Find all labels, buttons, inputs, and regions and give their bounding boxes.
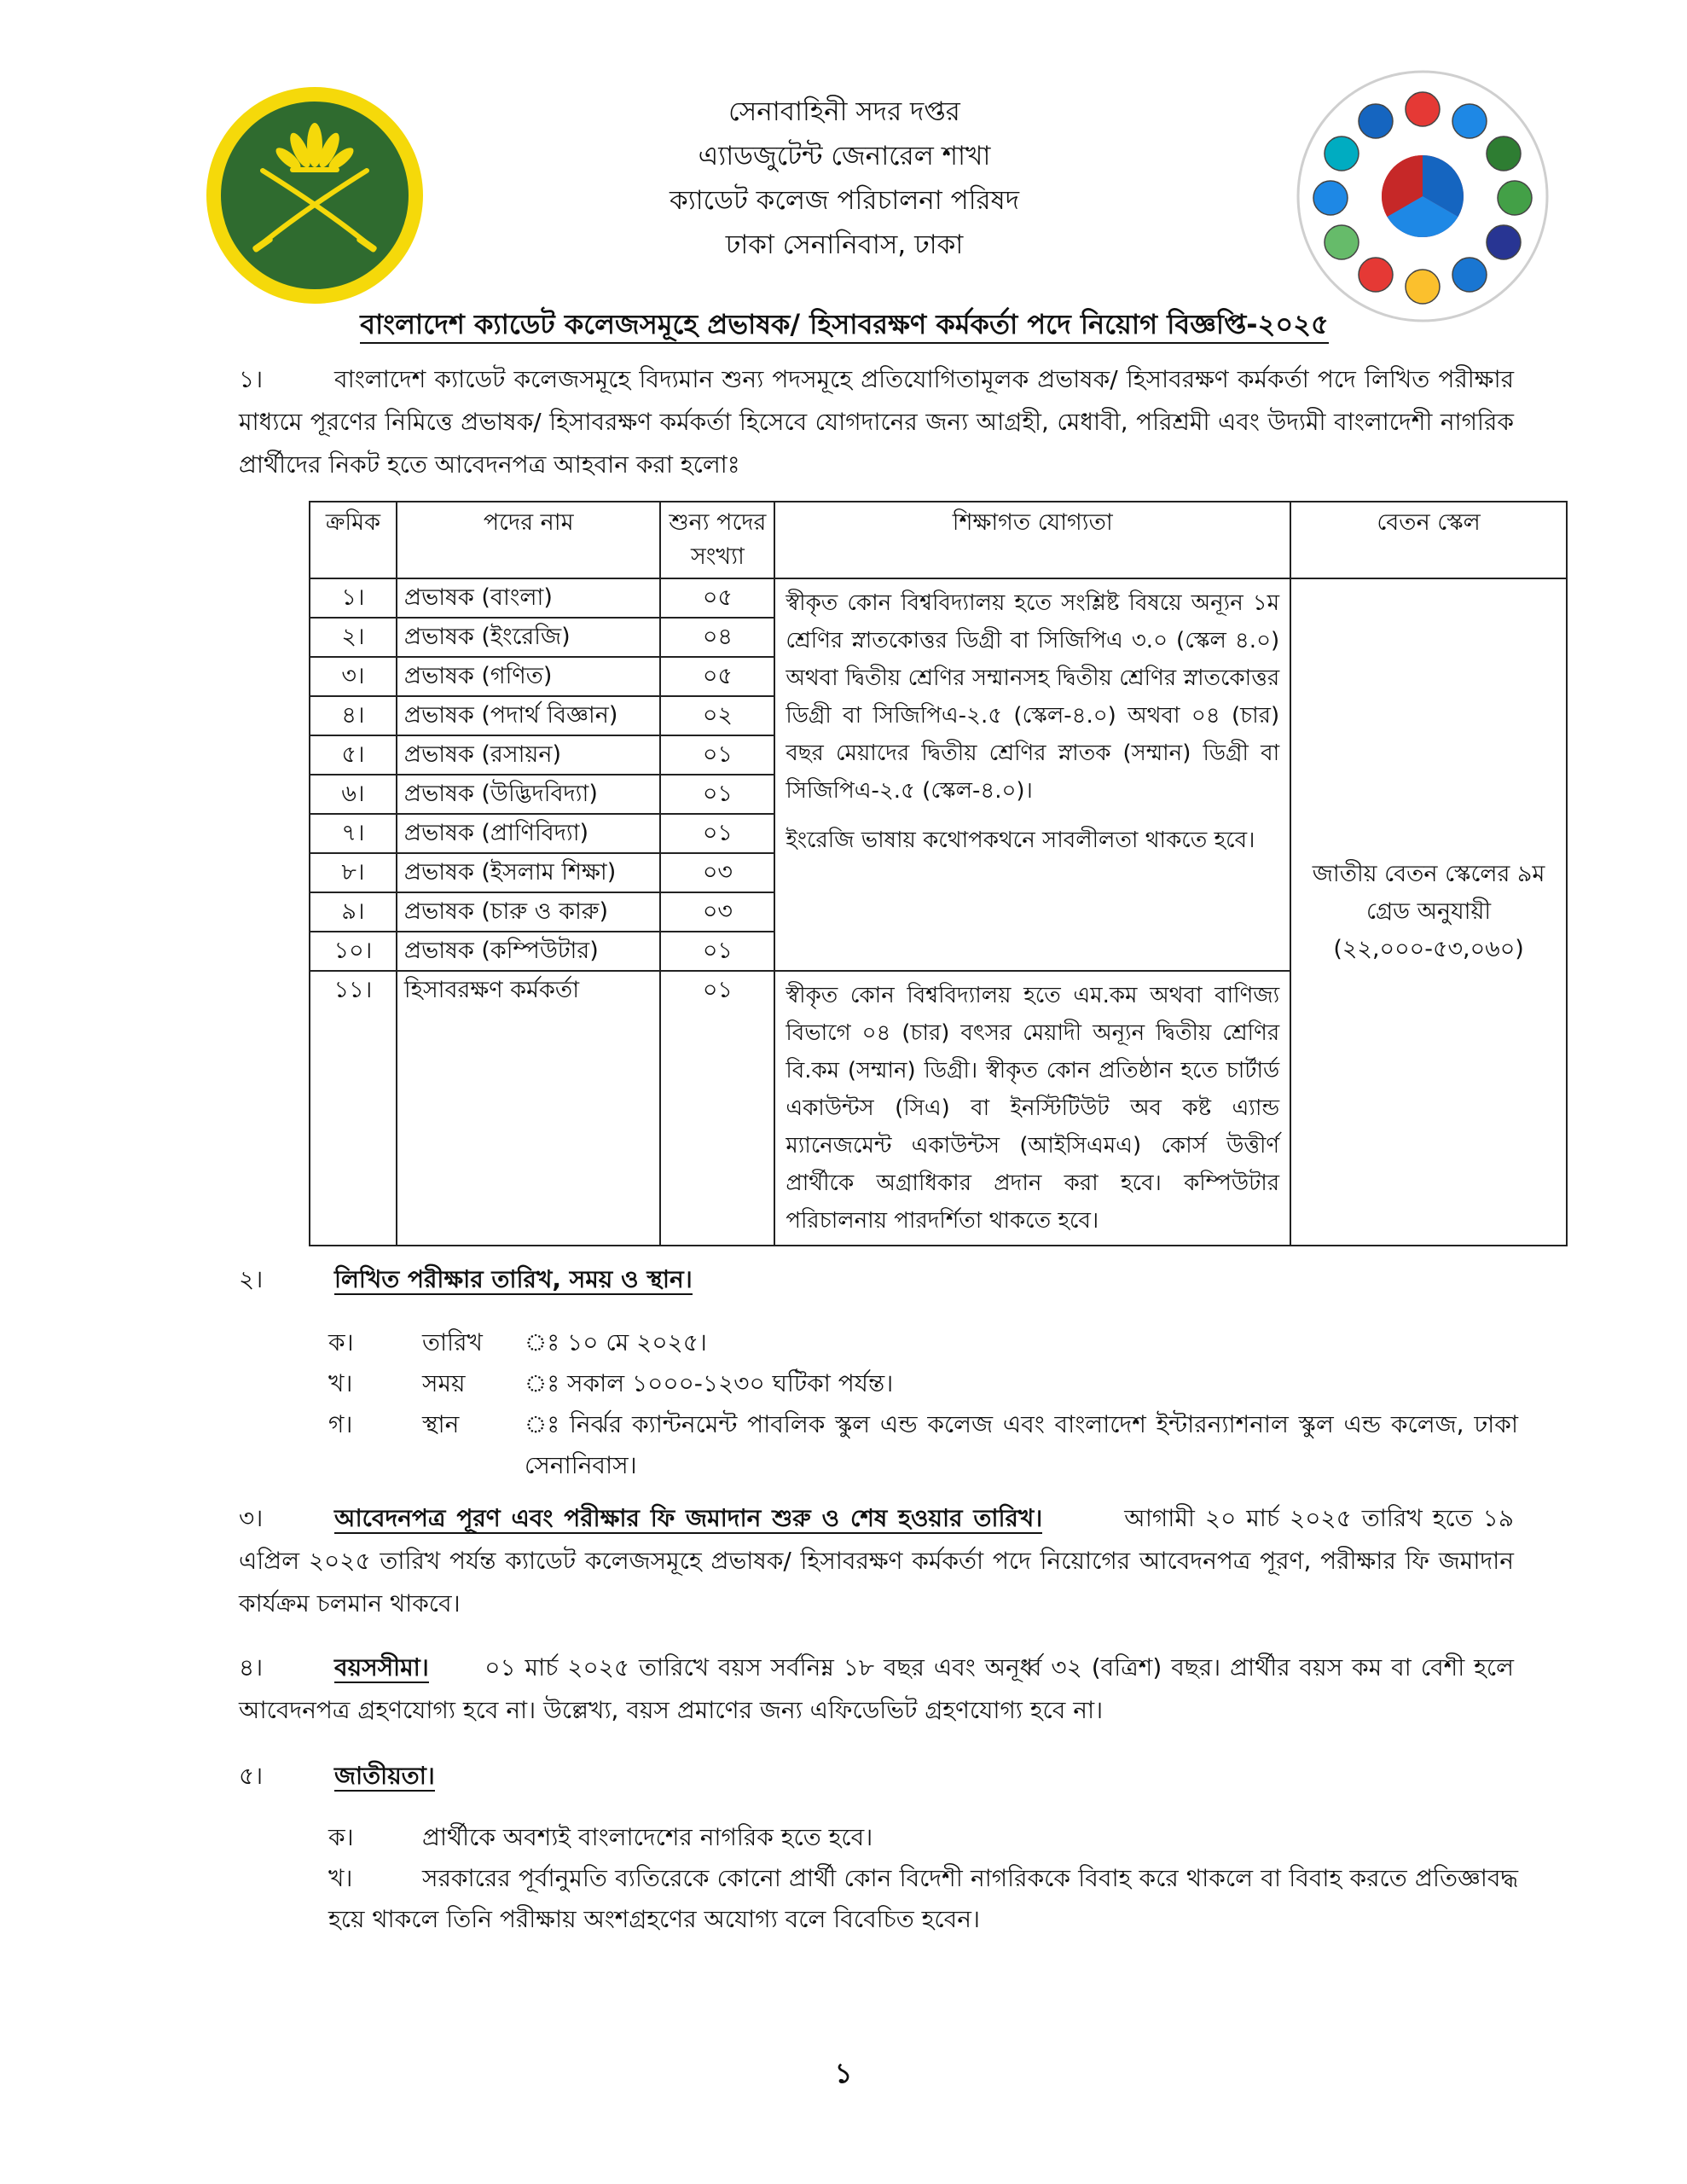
section-4-text: ০১ মার্চ ২০২৫ তারিখে বয়স সর্বনিম্ন ১৮ বছর এবং অনূর্ধ্ব ৩২ (বত্রিশ) বছর। প্রার্থীর বয়স কম বা বেশী হলে আবেদনপত্র গ্রহণযোগ্য হবে না। উল্লেখ্য, বয়স প্রমাণের জন্য এফিডেভিট গ্রহণযোগ্য হবে না। xyxy=(239,1653,1514,1724)
list-item: খ। সময় ঃ সকাল ১০০০-১২৩০ ঘটিকা পর্যন্ত। xyxy=(328,1369,894,1397)
row-count: ০৪ xyxy=(660,618,774,657)
row-post: প্রভাষক (উদ্ভিদবিদ্যা) xyxy=(397,775,661,814)
list-item: ক। তারিখ ঃ ১০ মে ২০২৫। xyxy=(328,1328,707,1356)
recruitment-table xyxy=(309,501,1568,1246)
row-post: প্রভাষক (প্রাণিবিদ্যা) xyxy=(397,814,661,853)
section-3 xyxy=(239,1497,1514,1625)
row-post: প্রভাষক (পদার্থ বিজ্ঞান) xyxy=(397,696,661,735)
row-serial: ২। xyxy=(310,618,397,657)
row-serial: ৮। xyxy=(310,853,397,892)
row-serial: ৫। xyxy=(310,735,397,775)
section-3-number: ৩। xyxy=(239,1504,264,1532)
exam-details-list xyxy=(328,1322,1518,1486)
row-serial: ১। xyxy=(310,578,397,618)
row-count: ০১ xyxy=(660,814,774,853)
accounts-qualification xyxy=(774,971,1290,1246)
lecturer-english-requirement: ইংরেজি ভাষায় কথোপকথনে সাবলীলতা থাকতে হবে। xyxy=(786,828,1255,853)
header-line-2: এ্যাডজুটেন্ট জেনারেল শাখা xyxy=(698,141,991,171)
row-post: প্রভাষক (ইংরেজি) xyxy=(397,618,661,657)
bangladesh-army-logo xyxy=(205,85,425,305)
row-count: ০১ xyxy=(660,775,774,814)
row-count: ০১ xyxy=(660,735,774,775)
table-header-row xyxy=(310,502,1567,578)
list-item: খ। সরকারের পূর্বানুমতি ব্যতিরেকে কোনো প্রার্থী কোন বিদেশী নাগরিককে বিবাহ করে থাকলে বা বিবাহ করতে প্রতিজ্ঞাবদ্ধ হয়ে থাকলে তিনি পরীক্ষায় অংশগ্রহণের অযোগ্য বলে বিবেচিত হবেন। xyxy=(328,1864,1518,1933)
row-post: প্রভাষক (গণিত) xyxy=(397,657,661,696)
row-count: ০৩ xyxy=(660,853,774,892)
col-header-post: পদের নাম xyxy=(397,502,661,578)
row-serial: ৩। xyxy=(310,657,397,696)
lecturer-qualification xyxy=(774,578,1290,971)
col-header-serial: ক্রমিক xyxy=(310,502,397,578)
col-header-salary: বেতন স্কেল xyxy=(1290,502,1567,578)
row-serial: ৭। xyxy=(310,814,397,853)
salary-line-3: (২২,০০০-৫৩,০৬০) xyxy=(1333,936,1524,962)
row-serial: ৬। xyxy=(310,775,397,814)
list-item: গ। স্থান ঃ নির্ঝর ক্যান্টনমেন্ট পাবলিক স্কুল এন্ড কলেজ এবং বাংলাদেশ ইন্টারন্যাশনাল স্কুল এন্ড কলেজ, ঢাকা সেনানিবাস। xyxy=(328,1410,1518,1479)
row-serial: ১০। xyxy=(310,932,397,971)
notice-title: বাংলাদেশ ক্যাডেট কলেজসমূহে প্রভাষক/ হিসাবরক্ষণ কর্মকর্তা পদে নিয়োগ বিজ্ঞপ্তি-২০২৫ xyxy=(307,303,1382,349)
row-post: প্রভাষক (ইসলাম শিক্ষা) xyxy=(397,853,661,892)
section-1-text: বাংলাদেশ ক্যাডেট কলেজসমূহে বিদ্যমান শুন্য পদসমূহে প্রতিযোগিতামূলক প্রভাষক/ হিসাবরক্ষণ কর্মকর্তা পদে লিখিত পরীক্ষার মাধ্যমে পূরণের নিমিত্তে প্রভাষক/ হিসাবরক্ষণ কর্মকর্তা হিসেবে যোগদানের জন্য আগ্রহী, মেধাবী, পরিশ্রমী এবং উদ্যমী বাংলাদেশী নাগরিক প্রার্থীদের নিকট হতে আবেদনপত্র আহবান করা হলোঃ xyxy=(239,365,1514,479)
row-post: প্রভাষক (রসায়ন) xyxy=(397,735,661,775)
salary-scale xyxy=(1290,578,1567,1246)
row-serial: ৪। xyxy=(310,696,397,735)
row-post: হিসাবরক্ষণ কর্মকর্তা xyxy=(397,971,661,1246)
section-4-number: ৪। xyxy=(239,1653,264,1682)
header-line-3: ক্যাডেট কলেজ পরিচালনা পরিষদ xyxy=(670,185,1019,216)
row-serial: ১১। xyxy=(310,971,397,1246)
row-count: ০২ xyxy=(660,696,774,735)
header-line-4: ঢাকা সেনানিবাস, ঢাকা xyxy=(725,229,964,260)
page-number: ১ xyxy=(834,2057,853,2089)
lecturer-qualification-text: স্বীকৃত কোন বিশ্ববিদ্যালয় হতে সংশ্লিষ্ট বিষয়ে অন্যূন ১ম শ্রেণির স্নাতকোত্তর ডিগ্রী বা সিজিপিএ ৩.০ (স্কেল ৪.০) অথবা দ্বিতীয় শ্রেণির সম্মানসহ দ্বিতীয় শ্রেণির স্নাতকোত্তর ডিগ্রী বা সিজিপিএ-২.৫ (স্কেল-৪.০) অথবা ০৪ (চার) বছর মেয়াদের দ্বিতীয় শ্রেণির স্নাতক (সম্মান) ডিগ্রী বা সিজিপিএ-২.৫ (স্কেল-৪.০)। xyxy=(786,590,1280,804)
row-count: ০১ xyxy=(660,971,774,1246)
row-serial: ৯। xyxy=(310,892,397,932)
accounts-qualification-text: স্বীকৃত কোন বিশ্ববিদ্যালয় হতে এম.কম অথবা বাণিজ্য বিভাগে ০৪ (চার) বৎসর মেয়াদী অন্যূন দ্বিতীয় শ্রেণির বি.কম (সম্মান) ডিগ্রী। স্বীকৃত কোন প্রতিষ্ঠান হতে চার্টার্ড একাউন্টস (সিএ) বা ইনস্টিটিউট অব কষ্ট এ্যান্ড ম্যানেজমেন্ট একাউন্টস (আইসিএমএ) কোর্স উত্তীর্ণ প্রার্থীকে অগ্রাধিকার প্রদান করা হবে। কম্পিউটার পরিচালনায় পারদর্শিতা থাকতে হবে। xyxy=(786,983,1280,1234)
row-count: ০৫ xyxy=(660,578,774,618)
row-count: ০৫ xyxy=(660,657,774,696)
section-1 xyxy=(239,358,1514,486)
row-post: প্রভাষক (কম্পিউটার) xyxy=(397,932,661,971)
section-4-heading: বয়সসীমা। xyxy=(334,1653,429,1682)
salary-line-2: গ্রেড অনুযায়ী xyxy=(1365,898,1492,925)
row-post: প্রভাষক (বাংলা) xyxy=(397,578,661,618)
row-count: ০৩ xyxy=(660,892,774,932)
nationality-list xyxy=(328,1817,1518,1940)
section-5-number: ৫। xyxy=(239,1762,264,1790)
section-2-number: ২। xyxy=(239,1265,264,1293)
section-5-heading: জাতীয়তা। xyxy=(334,1762,435,1790)
section-3-text: আগামী ২০ মার্চ ২০২৫ তারিখ হতে ১৯ এপ্রিল ২০২৫ তারিখ পর্যন্ত ক্যাডেট কলেজসমূহে প্রভাষক/ হিসাবরক্ষণ কর্মকর্তা পদে নিয়োগের আবেদনপত্র পূরণ, পরীক্ষার ফি জমাদান কার্যক্রম চলমান থাকবে। xyxy=(239,1504,1514,1618)
row-post: প্রভাষক (চারু ও কারু) xyxy=(397,892,661,932)
section-3-heading: আবেদনপত্র পূরণ এবং পরীক্ষার ফি জমাদান শুরু ও শেষ হওয়ার তারিখ। xyxy=(334,1504,1043,1532)
row-count: ০১ xyxy=(660,932,774,971)
list-item: ক। প্রার্থীকে অবশ্যই বাংলাদেশের নাগরিক হতে হবে। xyxy=(328,1823,873,1851)
salary-line-1: জাতীয় বেতন স্কেলের ৯ম xyxy=(1312,861,1545,887)
section-4 xyxy=(239,1647,1514,1732)
col-header-vacancy: শুন্য পদের সংখ্যা xyxy=(660,502,774,578)
office-header xyxy=(546,90,1143,267)
col-header-qualification: শিক্ষাগত যোগ্যতা xyxy=(774,502,1290,578)
section-2 xyxy=(239,1258,1514,1301)
section-1-number: ১। xyxy=(239,365,264,393)
header-line-1: সেনাবাহিনী সদর দপ্তর xyxy=(728,96,960,127)
cadet-colleges-logo xyxy=(1295,68,1551,324)
section-5 xyxy=(239,1755,1514,1798)
section-2-heading: লিখিত পরীক্ষার তারিখ, সময় ও স্থান। xyxy=(334,1265,693,1293)
table-row xyxy=(310,578,1567,618)
